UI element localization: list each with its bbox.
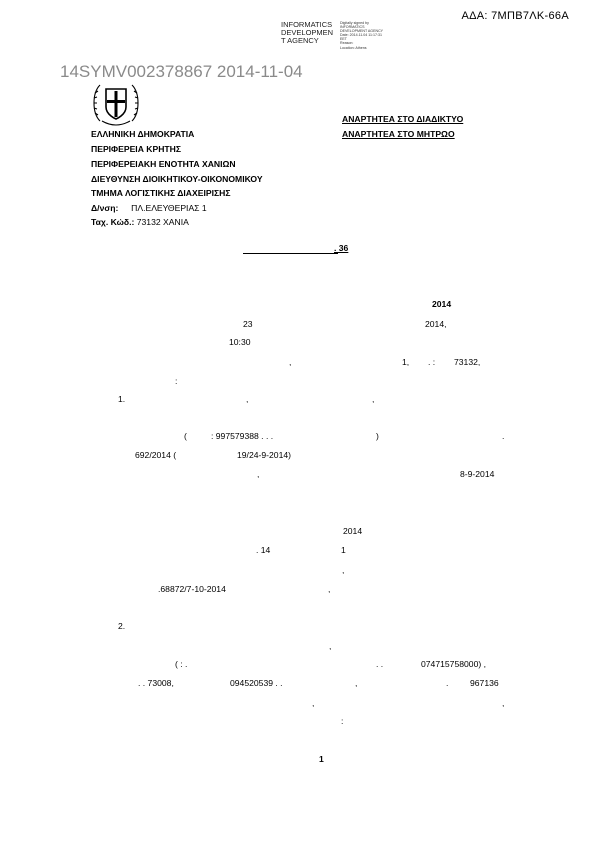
signature-detail-line: INFORMATICS <box>340 25 365 30</box>
header-line: ΠΕΡΙΦΕΡΕΙΑΚΗ ΕΝΟΤΗΤΑ ΧΑΝΙΩΝ <box>91 159 236 169</box>
list-item-number: 1. <box>118 394 126 404</box>
body-text: , <box>328 584 331 594</box>
address-value: ΠΛ.ΕΛΕΥΘΕΡΙΑΣ 1 <box>131 203 207 213</box>
body-text: 23 <box>243 319 253 329</box>
signature-details <box>340 21 383 50</box>
body-text: , <box>355 678 358 688</box>
body-text: 074715758000) , <box>421 659 486 669</box>
body-text: . : <box>428 357 436 367</box>
signature-detail-line: Digitally signed by <box>340 21 369 25</box>
body-text: ( <box>184 431 187 441</box>
header-postcode <box>91 217 189 227</box>
header-line: ΠΕΡΙΦΕΡΕΙΑ ΚΡΗΤΗΣ <box>91 144 182 154</box>
ada-code: ΑΔΑ: 7ΜΠΒ7ΛΚ-66Α <box>461 10 569 22</box>
publication-note-registry: ΑΝΑΡΤΗΤΕΑ ΣΤΟ ΜΗΤΡΩΟ <box>342 129 455 139</box>
signature-org-line: DEVELOPMEN <box>281 28 334 37</box>
publication-note-internet: ΑΝΑΡΤΗΤΕΑ ΣΤΟ ΔΙΑΔΙΚΤΥΟ <box>342 114 464 124</box>
body-text: . 14 <box>256 545 271 555</box>
signature-org <box>281 21 333 45</box>
signature-detail-line: DEVELOPMENT AGENCY <box>340 29 384 34</box>
body-text: 094520539 . . <box>230 678 283 688</box>
body-text: ( : . <box>175 659 188 669</box>
body-text: 10:30 <box>229 337 251 347</box>
body-text: 1, <box>402 357 410 367</box>
header-address <box>91 203 207 213</box>
signature-detail-line: EET <box>340 37 347 42</box>
body-text: . . <box>376 659 384 669</box>
body-text: . <box>446 678 449 688</box>
document-number: . 36 <box>334 243 349 253</box>
body-text: 967136 <box>470 678 499 688</box>
body-text: , <box>372 394 375 404</box>
body-text: : <box>175 376 178 386</box>
body-text: , <box>502 698 505 708</box>
body-text: ) <box>376 431 379 441</box>
body-text: 2014 <box>343 526 363 536</box>
body-text: .68872/7-10-2014 <box>158 584 226 594</box>
signature-detail-line: Date: 2014.11.04 11:17:31 <box>340 33 383 38</box>
body-text: , <box>289 357 292 367</box>
body-text: , <box>329 641 332 651</box>
list-item-number: 2. <box>118 621 126 631</box>
coat-of-arms-icon <box>88 75 144 131</box>
body-text: 73132, <box>454 357 481 367</box>
body-text: 2014, <box>425 319 447 329</box>
body-text: , <box>342 565 345 575</box>
body-text: . . 73008, <box>138 678 174 688</box>
signature-detail-line: Location: Athens <box>340 45 367 50</box>
body-text: , <box>246 394 249 404</box>
header-line: ΤΜΗΜΑ ΛΟΓΙΣΤΙΚΗΣ ΔΙΑΧΕΙΡΙΣΗΣ <box>91 188 231 198</box>
body-text: , <box>257 469 260 479</box>
page-number: 1 <box>319 754 324 764</box>
signature-org-line: INFORMATICS <box>281 20 333 29</box>
address-label: Δ/νση: <box>91 203 119 213</box>
header-line: ΕΛΛΗΝΙΚΗ ΔΗΜΟΚΡΑΤΙΑ <box>91 129 195 139</box>
body-text: 2014 <box>432 299 452 309</box>
body-text: : <box>341 716 344 726</box>
body-text: , <box>312 698 315 708</box>
body-text: : 997579388 . . . <box>211 431 274 441</box>
document-watermark: 14SYMV002378867 2014-11-04 <box>60 62 303 81</box>
body-text: 19/24-9-2014) <box>237 450 291 460</box>
body-text: 692/2014 ( <box>135 450 177 460</box>
body-text: 1 <box>341 545 346 555</box>
title-underline <box>243 253 338 254</box>
body-text: . <box>502 431 505 441</box>
body-text: 8-9-2014 <box>460 469 495 479</box>
signature-detail-line: Reason: <box>340 41 354 46</box>
postcode-value: 73132 ΧΑΝΙΑ <box>136 217 189 227</box>
header-line: ΔΙΕΥΘΥΝΣΗ ΔΙΟΙΚΗΤΙΚΟΥ-ΟΙΚΟΝΟΜΙΚΟΥ <box>91 174 263 184</box>
postcode-label: Ταχ. Κώδ.: <box>91 217 135 227</box>
signature-org-line: T AGENCY <box>281 36 319 45</box>
